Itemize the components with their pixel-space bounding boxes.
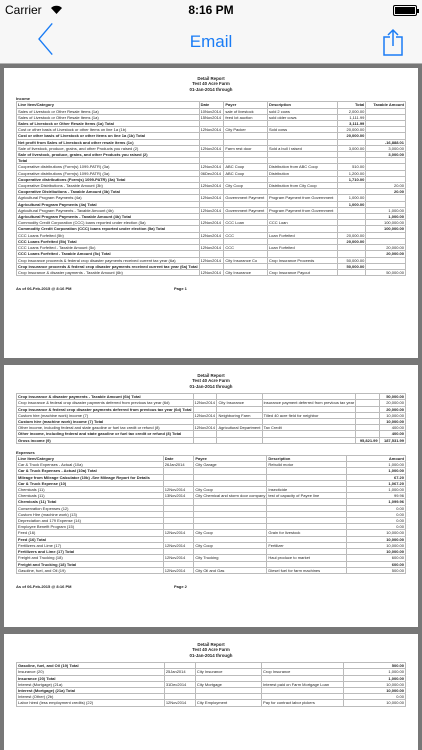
table-cell: Cost or other basis of Livestock or other Items on line 1a (1b)	[17, 127, 200, 133]
report-header	[16, 373, 406, 389]
table-cell: Crop Insurance Payout	[267, 269, 337, 275]
table-cell: 400.00	[379, 431, 405, 437]
table-cell: 10,000.00	[343, 688, 405, 694]
table-cell: 50,000.00	[337, 263, 366, 269]
column-header: Date	[199, 102, 224, 108]
table-cell: 600.00	[346, 555, 405, 561]
table-cell: Custom hire (machine work) income (7) Total	[17, 419, 194, 425]
table-cell: Interest (Mortgage) (21a)	[17, 681, 165, 687]
table-cell: Net profit from Sales of Livestock and other resale items (1c)	[17, 139, 200, 145]
table-cell: Insecticide	[267, 487, 347, 493]
table-cell: Freight and Trucking (18) Total	[17, 561, 164, 567]
table-cell: City Insurance	[195, 669, 261, 675]
table-cell: Tilled 40 acre field for neighbor	[262, 412, 356, 418]
table-cell: 1,000.00	[343, 675, 405, 681]
table-cell: Program Payment from Government	[267, 195, 337, 201]
table-cell: Insurance (20)	[17, 669, 165, 675]
table-cell: City Oil and Gas	[194, 567, 267, 573]
table-cell: 20,000.00	[366, 251, 406, 257]
table-cell	[217, 437, 262, 443]
table-cell: 20,000.00	[337, 127, 366, 133]
nav-title: Email	[189, 32, 233, 51]
table-cell: sold older cows	[267, 114, 337, 120]
carrier-label: Carrier	[5, 3, 42, 17]
table-cell: Tax Credit	[262, 425, 356, 431]
table-cell: 06Dec2014	[199, 170, 224, 176]
report-title: Detail Report	[197, 642, 225, 647]
table-cell: sold 2 cows	[267, 108, 337, 114]
table-cell: Government Payment	[224, 195, 268, 201]
table-cell: Sales of Livestock or Other Resale Items (1a)	[17, 108, 200, 114]
table-cell: Distribution from City Coop	[267, 183, 337, 189]
report-farm: Test 40 Acre Farm	[192, 378, 230, 384]
report-page-2	[4, 365, 418, 627]
table-cell: Crop Insurance	[262, 669, 344, 675]
table-cell: 12Nov2014	[163, 567, 194, 573]
page-footer	[16, 286, 406, 291]
table-cell: Distribution from ABC Coop	[267, 164, 337, 170]
table-cell: sale of livestock	[224, 108, 268, 114]
table-cell: ABC Coop	[224, 164, 268, 170]
table-cell: CCC Loans Forfeited (5b)	[17, 232, 200, 238]
report-header	[16, 642, 406, 658]
footer-date: As of 06-Feb-2015 @ 8:16 PM	[16, 583, 72, 589]
report-page-3	[4, 634, 418, 750]
table-cell: 12Nov2014	[199, 127, 224, 133]
table-cell: Custom Hire (machine work) (13)	[17, 511, 164, 517]
table-cell: 10,000.00	[343, 681, 405, 687]
table-cell: Employee Benefit Program (15)	[17, 524, 164, 530]
expense-section-title: Expenses	[16, 449, 35, 455]
table-cell: Freight and Trucking (18)	[17, 555, 164, 561]
table-cell: Other income, including federal and state gasoline or fuel tax credit or refund (8)	[17, 425, 194, 431]
table-cell: Gasoline, fuel, and Oil (19) Total	[17, 663, 165, 669]
table-cell: Diesel fuel for farm machines	[267, 567, 347, 573]
table-cell: 1,000.00	[346, 468, 405, 474]
table-cell: 3,111.99	[337, 121, 366, 127]
table-cell	[193, 437, 217, 443]
table-cell: Chemicals (11)	[17, 493, 164, 499]
table-cell: CCC Loans Forfeited - Taxable Amount (5c)	[17, 245, 200, 251]
table-cell: 15Nov2014	[199, 114, 224, 120]
report-farm: Test 40 Acre Farm	[192, 647, 230, 653]
column-header: Payer	[224, 102, 268, 108]
share-icon[interactable]	[382, 28, 404, 56]
report-viewer[interactable]	[0, 65, 422, 750]
table-cell: 10,000.00	[346, 530, 405, 536]
table-row	[17, 257, 406, 263]
table-cell: Car & Truck Expenses - Actual (10a) Total	[17, 468, 164, 474]
table-cell: Car & Truck Expenses - Actual (10a)	[17, 462, 164, 468]
table-cell: 1,000.00	[343, 669, 405, 675]
table-cell: 500.00	[346, 567, 405, 573]
page-number: Page 1	[174, 286, 187, 292]
table-cell: 20.00	[366, 189, 406, 195]
report-period: 01-Jan-2014 through	[189, 86, 233, 92]
table-cell: Crop Insurance Proceeds	[267, 257, 337, 263]
status-bar	[0, 0, 422, 20]
table-cell: Custom hire (machine work) income (7)	[17, 412, 194, 418]
table-cell: Sale of livestock, produce, grains, and other Products you raised (2)	[17, 152, 200, 158]
table-cell: City Coop	[224, 183, 268, 189]
report-period: 01-Jan-2014 through	[189, 652, 233, 658]
table-cell: 1,000.00	[366, 214, 406, 220]
table-cell: Chemicals (11) Total	[17, 499, 164, 505]
table-cell: 1,710.00	[337, 176, 366, 182]
table-cell: Cooperative Distributions - Taxable Amount (3b) Total	[17, 189, 200, 195]
table-cell: 10,000.00	[346, 536, 405, 542]
column-header: Amount	[346, 456, 405, 462]
table-cell: 187,531.99	[379, 437, 405, 443]
table-cell: Agricultural Program Payments - Taxable Amount (4b)	[17, 207, 200, 213]
table-cell: 12Nov2014	[199, 164, 224, 170]
table-cell: Total	[17, 158, 200, 164]
table-cell: City Packer	[224, 127, 268, 133]
expense-table	[16, 455, 406, 574]
table-cell: Fertilizer	[267, 542, 347, 548]
table-cell: City Employment	[195, 700, 261, 706]
column-header: Date	[163, 456, 194, 462]
expense-continued-table	[16, 662, 406, 706]
table-cell: Loan Forfeited	[267, 232, 337, 238]
table-cell: 100,000.00	[366, 220, 406, 226]
table-cell: 95,821.99	[356, 437, 379, 443]
table-cell: Labor hired (less employment credits) (22)	[17, 700, 165, 706]
table-cell: 67.20	[346, 474, 405, 480]
table-cell: 500.00	[343, 663, 405, 669]
table-cell: 20,000.00	[337, 238, 366, 244]
table-cell: City Coop	[194, 530, 267, 536]
table-cell: Chemicals (11)	[17, 487, 164, 493]
report-farm: Test 40 Acre Farm	[192, 81, 230, 87]
table-cell: 20,000.00	[337, 133, 366, 139]
table-cell: Fertilizers and Lime (17)	[17, 542, 164, 548]
table-cell: Agricultural Program Payments (4a) Total	[17, 201, 200, 207]
table-cell: 10,000.00	[379, 419, 405, 425]
table-cell: Car & Truck Expense (10)	[17, 480, 164, 486]
table-cell: 3,000.00	[337, 145, 366, 151]
table-cell: 12Nov2014	[199, 232, 224, 238]
table-cell: City Trucking	[194, 555, 267, 561]
table-cell: 20,000.00	[379, 406, 405, 412]
table-cell: 12Nov2014	[199, 245, 224, 251]
table-cell: 10,000.00	[343, 700, 405, 706]
table-cell: CCC Loans Forfeited (5b) Total	[17, 238, 200, 244]
table-cell: 1,000.00	[346, 487, 405, 493]
table-row	[17, 400, 406, 406]
report-title: Detail Report	[197, 373, 225, 378]
page-number: Page 2	[174, 583, 187, 589]
table-cell: Cooperative Distributions - Taxable Amount (3b)	[17, 183, 200, 189]
report-title: Detail Report	[197, 76, 225, 81]
table-cell: 12Nov2014	[194, 425, 216, 431]
table-cell: Haul produce to market	[267, 555, 347, 561]
battery-icon	[393, 5, 417, 16]
table-cell: feed lot auction	[224, 114, 268, 120]
table-cell: 3,000.00	[366, 145, 406, 151]
table-cell: Program Payment from Government	[267, 207, 337, 213]
table-cell: 12Nov2014	[164, 700, 195, 706]
table-cell: Government Payment	[224, 207, 268, 213]
table-cell: 12Nov2014	[199, 183, 224, 189]
back-button[interactable]: 〈	[20, 21, 54, 61]
table-cell: CCC	[224, 245, 268, 251]
table-cell: test of capacity of Payee line	[267, 493, 347, 499]
table-cell: 1,000.00	[337, 201, 366, 207]
table-cell: 1,067.20	[346, 480, 405, 486]
table-cell: Conservation Expenses (12)	[17, 505, 164, 511]
report-period: 01-Jan-2014 through	[189, 383, 233, 389]
status-time: 8:16 PM	[188, 3, 234, 17]
table-cell: CCC	[224, 232, 268, 238]
table-cell: 510.00	[337, 164, 366, 170]
table-cell: Cooperative distributions (Form(s) 1099-PATR) (3a) Total	[17, 176, 200, 182]
table-cell: Depreciation and 179 Expense (14)	[17, 518, 164, 524]
table-cell: 50,000.00	[379, 394, 405, 400]
column-header: Total	[337, 102, 366, 108]
table-cell: 12Nov2014	[194, 412, 216, 418]
column-header: Taxable Amount	[366, 102, 406, 108]
table-cell: 600.00	[346, 561, 405, 567]
table-cell: City Coop	[194, 542, 267, 548]
table-cell: City Garage	[194, 462, 267, 468]
table-cell: 12Nov2014	[199, 220, 224, 226]
table-cell: 400.00	[379, 425, 405, 431]
table-cell: Crop insurance proceeds & federal crop disaster payments received current tax year (6a)	[17, 257, 200, 263]
table-cell: Crop Insurance & disaster payments - Taxable Amount (6b)	[17, 269, 200, 275]
table-cell: 20,000.00	[379, 400, 405, 406]
table-cell: Sales of Livestock or Other Resale Items (1a) Total	[17, 121, 200, 127]
table-cell: 0.00	[346, 511, 405, 517]
table-cell: City Mortgage	[195, 681, 261, 687]
table-cell: City Insurance Co	[224, 257, 268, 263]
table-cell: 25Jan2014	[164, 669, 195, 675]
table-cell: 1,000.00	[366, 207, 406, 213]
table-cell: 1,000.00	[337, 195, 366, 201]
table-cell: insurance payment deferred from previous tax year	[263, 400, 355, 406]
table-row	[17, 127, 406, 133]
table-cell: 10Nov2014	[199, 108, 224, 114]
table-cell: 12Nov2014	[199, 207, 224, 213]
table-cell: Commodity Credit Corporation (CCC) loans reported under election (5a) Total	[17, 226, 200, 232]
table-cell: Grain for livestock	[267, 530, 347, 536]
table-cell: 1,111.99	[337, 114, 366, 120]
table-cell: City Insurance	[224, 269, 268, 275]
table-cell: 10,000.00	[346, 549, 405, 555]
table-cell: Distribution	[267, 170, 337, 176]
table-cell: 50,000.00	[366, 269, 406, 275]
table-cell: Agricultural Department	[218, 425, 261, 431]
table-cell: 3,000.00	[366, 152, 406, 158]
table-cell: 1,000.00	[346, 462, 405, 468]
table-cell: Crop insurance & federal crop disaster payments deferred from previous tax year (6d)	[17, 400, 194, 406]
table-cell: 20.00	[366, 183, 406, 189]
report-page-1	[4, 68, 418, 358]
table-row	[17, 700, 406, 706]
table-cell: Cost or other basis of Livestock or other items on line 1a (1b) Total	[17, 133, 200, 139]
table-cell: Feed (16) Total	[17, 536, 164, 542]
table-cell: 12Nov2014	[163, 555, 194, 561]
income-table	[16, 101, 406, 276]
table-cell: ABC Coop	[224, 170, 268, 176]
table-cell: 0.00	[343, 694, 405, 700]
column-header: Payee	[194, 456, 267, 462]
table-cell: Sold a bull I raised	[267, 145, 337, 151]
table-cell: Crop insurance & federal crop disaster payments deferred from previous tax year (6d) Total	[18, 406, 192, 412]
table-cell: -16,888.01	[366, 139, 406, 145]
page-footer	[16, 584, 406, 589]
table-cell: Neighboring Farm	[217, 412, 262, 418]
column-header: Line Item/Category	[17, 456, 164, 462]
table-cell: Mileage from Mileage Calculator (10b) -See Mileage Report for Details	[17, 474, 164, 480]
table-cell: Pay for contract labor pickers	[262, 700, 344, 706]
table-cell: 10,000.00	[346, 542, 405, 548]
table-cell: 31Dec2014	[164, 681, 195, 687]
table-cell: 12Nov2014	[194, 400, 216, 406]
table-cell: 10,000.00	[379, 412, 405, 418]
table-cell: 0.00	[346, 505, 405, 511]
table-cell: 12Nov2014	[163, 530, 194, 536]
table-cell: 26Jan2014	[163, 462, 194, 468]
table-cell: Sale of livestock, produce, grains, and other Products you raised (2)	[17, 145, 200, 151]
table-cell: Fertilizers and Lime (17) Total	[17, 549, 164, 555]
column-header: Description	[267, 102, 337, 108]
table-cell: City Insurance	[217, 400, 262, 406]
table-cell: Interest paid on Farm Mortgage Loan	[262, 681, 344, 687]
table-cell	[262, 437, 356, 443]
footer-date: As of 06-Feb-2015 @ 8:16 PM	[16, 286, 72, 292]
table-cell: 12Nov2014	[199, 269, 224, 275]
table-cell: Rebuild motor	[267, 462, 347, 468]
table-cell: 12Nov2014	[199, 195, 224, 201]
income-continued-table	[16, 393, 406, 444]
table-cell: 20,000.00	[366, 245, 406, 251]
table-row	[17, 567, 406, 573]
table-cell: CCC Loan	[224, 220, 268, 226]
table-cell: 12Nov2014	[163, 542, 194, 548]
table-cell: Gross income (9)	[17, 437, 194, 443]
table-cell: Interest (Other) (2b)	[17, 694, 165, 700]
table-cell: Cooperative distributions (Form(s) 1099-PATR) (3a)	[17, 170, 200, 176]
table-cell: 12Nov2014	[199, 145, 224, 151]
table-cell: 12Nov2014	[199, 257, 224, 263]
table-cell: Cooperative distributions (Form(s) 1099-PATR) (3a)	[17, 164, 200, 170]
table-cell: Loan Forfeited	[267, 245, 337, 251]
table-cell: CCC Loan	[267, 220, 337, 226]
table-cell	[337, 269, 366, 275]
table-cell: 0.00	[346, 518, 405, 524]
table-cell: 100,000.00	[366, 226, 406, 232]
table-cell: Other income, including federal and state gasoline or fuel tax credit or refund (8) Total	[17, 431, 194, 437]
table-cell: Farm rest door	[224, 145, 268, 151]
table-cell: 12Nov2014	[163, 487, 194, 493]
column-header: Description	[267, 456, 347, 462]
table-cell: Crop insurance proceeds & federal crop disaster payments received current tax year (6a) Total	[18, 263, 198, 269]
table-cell: Feed (16)	[17, 530, 164, 536]
table-cell: City Chemical and storm door company	[195, 493, 266, 499]
table-cell: Insurance (20) Total	[17, 675, 165, 681]
table-cell: 1,200.00	[337, 170, 366, 176]
table-cell: 13Nov2014	[163, 493, 194, 499]
table-cell: CCC Loans Forfeited - Taxable Amount (5c) Total	[17, 251, 200, 257]
table-cell: Sold cows	[267, 127, 337, 133]
column-header: Line Item/Category	[17, 102, 200, 108]
table-row	[17, 269, 406, 275]
table-cell: 50,000.00	[337, 257, 366, 263]
table-cell: Sales of Livestock or Other Resale Items (1a)	[17, 114, 200, 120]
table-cell: Agricultural Program Payments (4a)	[17, 195, 200, 201]
table-cell: Agricultural Program Payments - Taxable Amount (4b) Total	[17, 214, 200, 220]
table-cell: Crop insurance & disaster payments - Taxable Amount (6b) Total	[17, 394, 194, 400]
table-row	[17, 437, 406, 443]
report-header	[16, 76, 406, 92]
table-cell: 0.00	[346, 524, 405, 530]
table-cell: 2,000.00	[337, 108, 366, 114]
income-section-title: Income	[16, 96, 31, 102]
table-cell: City Coop	[194, 487, 267, 493]
table-cell: Interest (Mortgage) (21a) Total	[17, 688, 165, 694]
table-cell: 1,099.96	[346, 499, 405, 505]
table-cell: 20,000.00	[337, 232, 366, 238]
table-cell: Gasoline, fuel, and Oil (19)	[17, 567, 164, 573]
table-cell: Commodity Credit Corporation (CCC) loans reported under election (5a)	[17, 220, 200, 226]
navigation-bar	[0, 20, 422, 64]
table-cell: 99.96	[346, 493, 405, 499]
